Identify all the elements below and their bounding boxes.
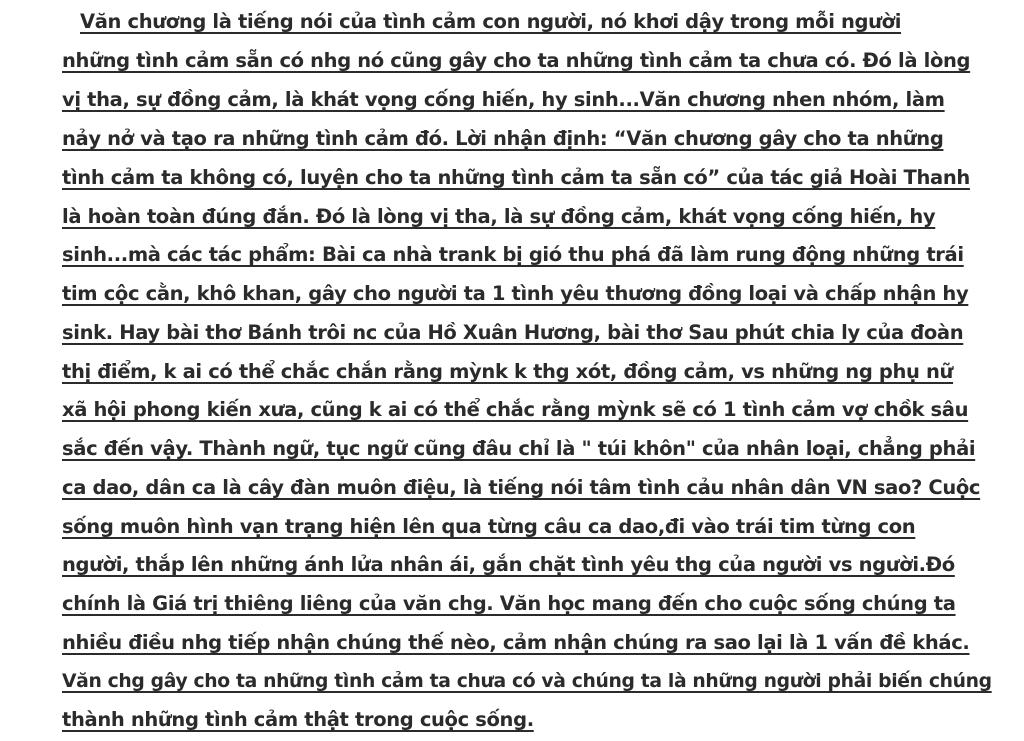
text-line-14: sống muôn hình vạn trạng hiện lên qua từng câu ca dao,đi vào trái tim từng con	[62, 515, 916, 538]
text-line-9: sink. Hay bài thơ Bánh trôi nc của Hồ Xuân Hương, bài thơ Sau phút chia ly của đoàn	[62, 321, 964, 344]
text-line-11: xã hội phong kiến xưa, cũng k ai có thể chắc rằng mỳnk sẽ có 1 tình cảm vợ chồk sâu	[62, 398, 969, 421]
text-line-2: những tình cảm sẵn có nhg nó cũng gây cho ta những tình cảm ta chưa có. Đó là lòng	[62, 49, 971, 72]
text-line-1: Văn chương là tiếng nói của tình cảm con người, nó khơi dậy trong mỗi người	[80, 10, 902, 33]
text-line-12: sắc đến vậy. Thành ngữ, tục ngữ cũng đâu chỉ là " túi khôn" của nhân loại, chẳng phải	[62, 437, 976, 460]
text-line-6: là hoàn toàn đúng đắn. Đó là lòng vị tha, là sự đồng cảm, khát vọng cống hiến, hy	[62, 205, 936, 228]
text-line-17: nhiều điều nhg tiếp nhận chúng thế nèo, cảm nhận chúng ra sao lại là 1 vấn đề khác.	[62, 631, 970, 654]
text-line-18: Văn chg gây cho ta những tình cảm ta chưa có và chúng ta là những người phải biến chúng	[62, 671, 992, 692]
text-line-13: ca dao, dân ca là cây đàn muôn điệu, là tiếng nói tâm tình cảu nhân dân VN sao? Cuộc	[62, 476, 981, 499]
text-line-16: chính là Giá trị thiêng liêng của văn chg. Văn học mang đến cho cuộc sống chúng ta	[62, 592, 956, 615]
text-line-8: tim cộc cằn, khô khan, gây cho người ta 1 tình yêu thương đồng loại và chấp nhận hy	[62, 282, 969, 305]
text-line-10: thị điểm, k ai có thể chắc chắn rằng mỳnk k thg xót, đồng cảm, vs những ng phụ nữ	[62, 360, 954, 383]
text-line-19: thành những tình cảm thật trong cuộc sống.	[62, 708, 534, 731]
text-line-7: sinh...mà các tác phẩm: Bài ca nhà trank bị gió thu phá đã làm rung động những trái	[62, 243, 964, 266]
text-line-4: nảy nở và tạo ra những tình cảm đó. Lời nhận định: “Văn chương gây cho ta những	[62, 127, 944, 150]
text-line-3: vị tha, sự đồng cảm, là khát vọng cống hiến, hy sinh...Văn chương nhen nhóm, làm	[62, 88, 945, 111]
text-line-5: tình cảm ta không có, luyện cho ta những tình cảm ta sẵn có” của tác giả Hoài Thanh	[62, 166, 970, 189]
text-line-15: người, thắp lên những ánh lửa nhân ái, gắn chặt tình yêu thg của người vs người.Đó	[62, 553, 955, 576]
